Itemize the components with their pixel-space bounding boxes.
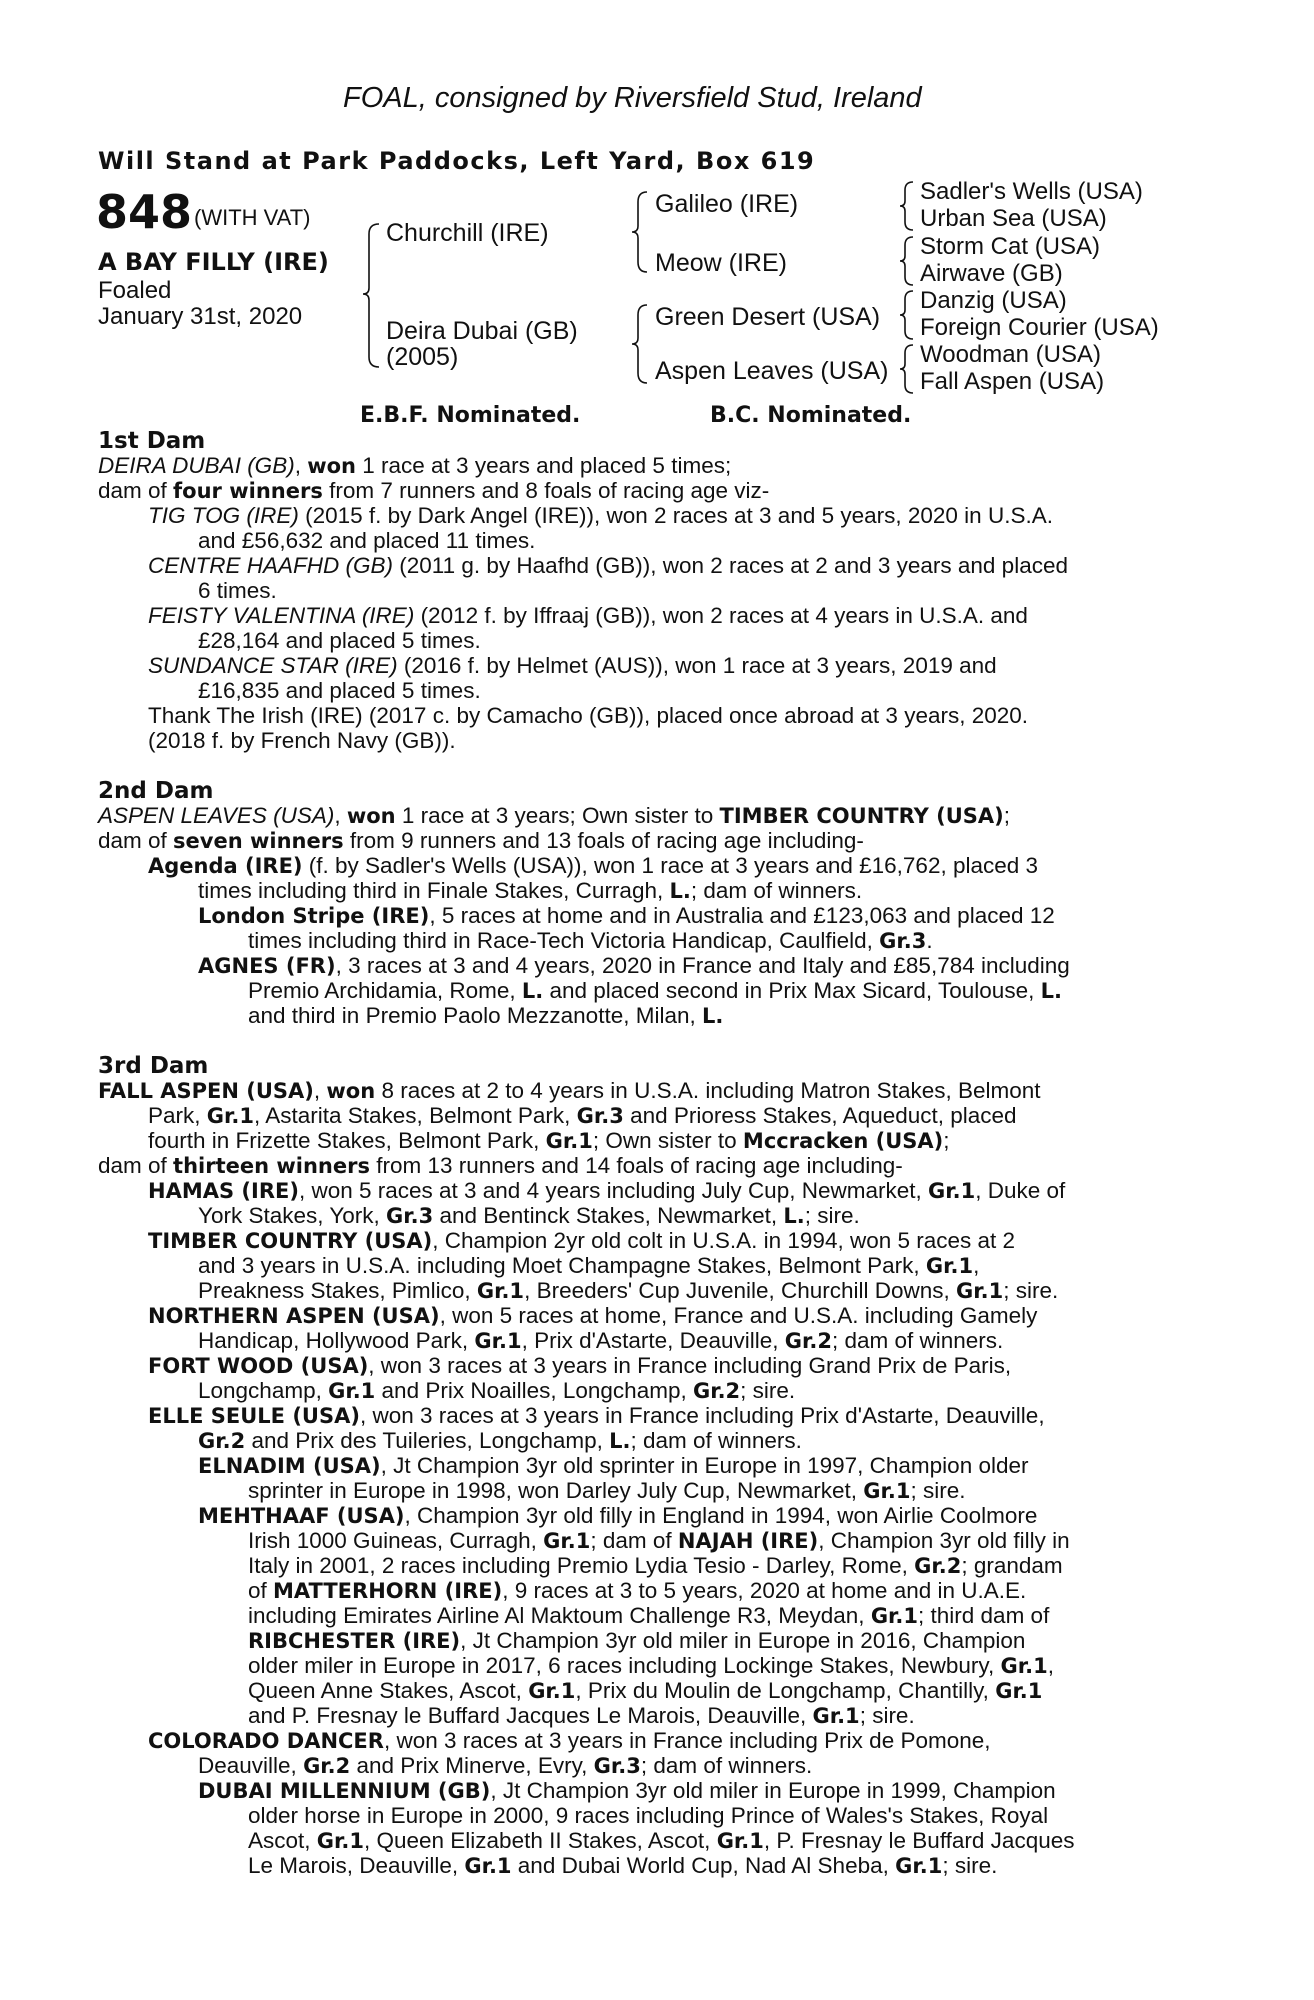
dam-year: (2005) <box>386 343 459 371</box>
text-run: ; sire. <box>740 1378 796 1403</box>
text-run: . <box>926 928 933 953</box>
bold-text: Gr.1 <box>895 1854 943 1878</box>
text-run: Thank The Irish (IRE) (2017 c. by Camacho (GB)), placed once abroad at 3 years, 2020. <box>148 703 1029 728</box>
bold-text: won <box>307 454 356 478</box>
bold-text: TIMBER COUNTRY (USA) <box>719 804 1004 828</box>
text-run: and Prix des Tuileries, Longchamp, <box>245 1428 610 1453</box>
text-run: , Queen Elizabeth II Stakes, Ascot, <box>363 1828 717 1853</box>
pedigree-line <box>248 978 1062 1004</box>
text-run: , won 3 races at 3 years in France including Prix de Pomone, <box>383 1728 991 1753</box>
bold-text: Gr.1 <box>528 1679 576 1703</box>
bold-text: Gr.2 <box>914 1554 962 1578</box>
text-run: from 13 runners and 14 foals of racing age including- <box>369 1153 903 1178</box>
text-run: 1 race at 3 years; Own sister to <box>395 803 720 828</box>
text-run: , 5 races at home and in Australia and £123,063 and placed 12 <box>429 903 1055 928</box>
text-run: £16,835 and placed 5 times. <box>198 678 481 703</box>
bold-text: Gr.1 <box>464 1854 512 1878</box>
text-run: , Duke of <box>975 1178 1066 1203</box>
text-run: , 3 races at 3 and 4 years, 2020 in France and Italy and £85,784 including <box>335 953 1070 978</box>
pedigree-line <box>98 1078 1041 1104</box>
g3-name: Urban Sea (USA) <box>920 205 1107 232</box>
pedigree-brackets <box>0 0 1314 420</box>
lot-number: 848 <box>96 185 193 239</box>
text-run: times including third in Race-Tech Victoria Handicap, Caulfield, <box>248 928 880 953</box>
pedigree-line <box>248 1003 723 1029</box>
sire-sire: Galileo (IRE) <box>655 190 799 218</box>
pedigree-line <box>248 1578 1026 1604</box>
ebf-nominated: E.B.F. Nominated. <box>360 403 581 428</box>
text-run: dam of <box>98 828 174 853</box>
pedigree-line <box>198 628 481 653</box>
pedigree-line <box>248 1828 1075 1854</box>
pedigree-line <box>248 1603 1049 1629</box>
text-run: and Prioress Stakes, Aqueduct, placed <box>623 1103 1017 1128</box>
pedigree-line <box>248 1628 1025 1654</box>
pedigree-line <box>248 1478 966 1504</box>
text-run: , 9 races at 3 to 5 years, 2020 at home and in U.A.E. <box>502 1578 1027 1603</box>
pedigree-line <box>148 1128 950 1154</box>
text-run: 6 times. <box>198 578 277 603</box>
text-run: , <box>973 1253 980 1278</box>
text-run: Irish 1000 Guineas, Curragh, <box>248 1528 544 1553</box>
pedigree-line <box>198 1753 812 1779</box>
bold-text: HAMAS (IRE) <box>148 1179 299 1203</box>
bold-text: L. <box>701 1004 724 1028</box>
pedigree-line <box>148 853 1038 879</box>
bold-text: MEHTHAAF (USA) <box>198 1504 405 1528</box>
text-run: Handicap, Hollywood Park, <box>198 1328 475 1353</box>
pedigree-line <box>198 903 1055 929</box>
text-run: , Jt Champion 3yr old miler in Europe in 1999, Champion <box>490 1778 1056 1803</box>
text-run: Longchamp, <box>198 1378 329 1403</box>
dam-sire: Green Desert (USA) <box>655 303 881 331</box>
bold-text: NAJAH (IRE) <box>677 1529 819 1553</box>
text-run: from 7 runners and 8 foals of racing age viz- <box>322 478 770 503</box>
dam-name: Deira Dubai (GB) <box>386 317 578 345</box>
text-run: ; sire. <box>1003 1278 1059 1303</box>
pedigree-line <box>198 1503 1037 1529</box>
g3-name: Storm Cat (USA) <box>920 233 1101 260</box>
pedigree-line <box>148 553 1068 578</box>
bold-text: Gr.1 <box>956 1279 1004 1303</box>
pedigree-line <box>148 703 1028 728</box>
text-run: , Jt Champion 3yr old miler in Europe in 2016, Champion <box>460 1628 1026 1653</box>
pedigree-line <box>198 878 862 904</box>
pedigree-line <box>198 1453 1029 1479</box>
pedigree-line <box>98 803 1010 829</box>
bold-text: L. <box>1040 979 1062 1003</box>
text-run: , Champion 2yr old colt in U.S.A. in 1994, won 5 races at 2 <box>432 1228 1016 1253</box>
pedigree-line <box>148 1303 1037 1329</box>
text-run: and 3 years in U.S.A. including Moet Champagne Stakes, Belmont Park, <box>198 1253 926 1278</box>
sire-dam: Meow (IRE) <box>655 249 787 277</box>
text-run: including Emirates Airline Al Maktoum Challenge R3, Meydan, <box>248 1603 871 1628</box>
pedigree-line <box>98 1153 903 1179</box>
bold-text: London Stripe (IRE) <box>198 904 430 928</box>
pedigree-line <box>198 1253 979 1279</box>
text-run: and Bentinck Stakes, Newmarket, <box>433 1203 784 1228</box>
text-run: (2015 f. by Dark Angel (IRE)), won 2 races at 3 and 5 years, 2020 in U.S.A. <box>298 503 1053 528</box>
text-run: Preakness Stakes, Pimlico, <box>198 1278 477 1303</box>
text-run: ; dam of winners. <box>640 1753 813 1778</box>
pedigree-line <box>248 1703 915 1729</box>
pedigree-line <box>148 728 456 753</box>
pedigree-line <box>98 453 731 479</box>
g3-name: Danzig (USA) <box>920 287 1067 314</box>
bold-text: Gr.2 <box>784 1329 832 1353</box>
bold-text: Gr.1 <box>870 1604 919 1628</box>
text-run: , Breeders' Cup Juvenile, Churchill Downs, <box>524 1278 957 1303</box>
bold-text: Gr.1 <box>476 1279 525 1303</box>
bold-text: FORT WOOD (USA) <box>148 1354 369 1378</box>
text-run: (2011 g. by Haafhd (GB)), won 2 races at 2 and 3 years and placed <box>393 553 1068 578</box>
text-run: of <box>248 1578 274 1603</box>
pedigree-line <box>198 1378 795 1404</box>
bold-text: Gr.1 <box>328 1379 376 1403</box>
text-run: , <box>313 1078 327 1103</box>
text-run: 1 race at 3 years and placed 5 times; <box>356 453 732 478</box>
bc-nominated: B.C. Nominated. <box>710 403 912 428</box>
text-run: ; Own sister to <box>592 1128 743 1153</box>
bold-text: Gr.1 <box>545 1129 593 1153</box>
italic-text: TIG TOG (IRE) <box>148 503 299 528</box>
pedigree-line <box>248 1528 1070 1554</box>
g3-name: Sadler's Wells (USA) <box>920 178 1143 205</box>
pedigree-line <box>98 478 769 504</box>
text-run: £28,164 and placed 5 times. <box>198 628 481 653</box>
pedigree-line <box>248 928 933 954</box>
bold-text: Gr.3 <box>386 1204 434 1228</box>
third-dam-heading: 3rd Dam <box>98 1053 209 1079</box>
text-run: and placed second in Prix Max Sicard, Toulouse, <box>543 978 1041 1003</box>
text-run: Park, <box>148 1103 207 1128</box>
text-run: Deauville, <box>198 1753 304 1778</box>
text-run: , Jt Champion 3yr old sprinter in Europe in 1997, Champion older <box>380 1453 1029 1478</box>
consignment-title: FOAL, consigned by Riversfield Stud, Ireland <box>343 82 922 114</box>
text-run: (2018 f. by French Navy (GB)). <box>148 728 456 753</box>
text-run: 8 races at 2 to 4 years in U.S.A. including Matron Stakes, Belmont <box>375 1078 1041 1103</box>
bold-text: seven winners <box>173 829 344 853</box>
text-run: ; sire. <box>910 1478 966 1503</box>
text-run: , won 3 races at 3 years in France including Prix d'Astarte, Deauville, <box>359 1403 1045 1428</box>
text-run: ; sire. <box>942 1853 998 1878</box>
bold-text: Gr.1 <box>316 1829 364 1853</box>
text-run: , P. Fresnay le Buffard Jacques <box>763 1828 1075 1853</box>
text-run: (2012 f. by Iffraaj (GB)), won 2 races at 4 years in U.S.A. and <box>414 603 1028 628</box>
text-run: Premio Archidamia, Rome, <box>248 978 522 1003</box>
pedigree-line <box>248 1803 1048 1828</box>
bold-text: Gr.3 <box>879 929 927 953</box>
bold-text: Gr.1 <box>928 1179 976 1203</box>
g3-name: Fall Aspen (USA) <box>920 368 1105 395</box>
pedigree-line <box>198 1203 860 1229</box>
text-run: ; sire. <box>804 1203 860 1228</box>
text-run: , Astarita Stakes, Belmont Park, <box>253 1103 577 1128</box>
italic-text: FEISTY VALENTINA (IRE) <box>148 603 415 628</box>
bold-text: Gr.1 <box>863 1479 911 1503</box>
bold-text: COLORADO DANCER <box>148 1729 384 1753</box>
bold-text: Gr.1 <box>716 1829 764 1853</box>
text-run: older miler in Europe in 2017, 6 races including Lockinge Stakes, Newbury, <box>248 1653 1001 1678</box>
g3-name: Foreign Courier (USA) <box>920 314 1159 341</box>
pedigree-line <box>148 603 1028 628</box>
text-run: Queen Anne Stakes, Ascot, <box>248 1678 529 1703</box>
text-run: (f. by Sadler's Wells (USA)), won 1 race at 3 years and £16,762, placed 3 <box>302 853 1039 878</box>
g3-name: Airwave (GB) <box>920 260 1063 287</box>
text-run: ; dam of winners. <box>831 1328 1004 1353</box>
text-run: , Champion 3yr old filly in <box>818 1528 1070 1553</box>
text-run: ; dam of <box>590 1528 678 1553</box>
pedigree-line <box>148 1728 991 1754</box>
pedigree-line <box>148 1403 1045 1429</box>
pedigree-line <box>198 1428 802 1454</box>
text-run: older horse in Europe in 2000, 9 races including Prince of Wales's Stakes, Royal <box>248 1803 1049 1828</box>
bold-text: L. <box>609 1429 631 1453</box>
text-run: , <box>294 453 308 478</box>
pedigree-line <box>198 678 481 703</box>
bold-text: Gr.2 <box>692 1379 741 1403</box>
text-run: and P. Fresnay le Buffard Jacques Le Marois, Deauville, <box>248 1703 813 1728</box>
text-run: sprinter in Europe in 1998, won Darley July Cup, Newmarket, <box>248 1478 864 1503</box>
bold-text: thirteen winners <box>173 1154 370 1178</box>
pedigree-line <box>248 1553 1063 1579</box>
second-dam-heading: 2nd Dam <box>98 778 214 804</box>
bold-text: DUBAI MILLENNIUM (GB) <box>198 1779 491 1803</box>
pedigree-line <box>198 953 1070 979</box>
bold-text: L. <box>669 879 691 903</box>
bold-text: L. <box>521 979 544 1003</box>
text-run: , Champion 3yr old filly in England in 1994, won Airlie Coolmore <box>404 1503 1038 1528</box>
text-run: York Stakes, York, <box>198 1203 387 1228</box>
pedigree-line <box>248 1678 1042 1704</box>
bold-text: Gr.3 <box>576 1104 624 1128</box>
g3-name: Woodman (USA) <box>920 341 1101 368</box>
text-run: and £56,632 and placed 11 times. <box>198 528 536 553</box>
pedigree-line <box>148 1178 1065 1204</box>
text-run: and Prix Noailles, Longchamp, <box>375 1378 693 1403</box>
text-run: , won 5 races at home, France and U.S.A. including Gamely <box>439 1303 1038 1328</box>
text-run: ; <box>943 1128 950 1153</box>
pedigree-line <box>198 1778 1056 1804</box>
text-run: , won 3 races at 3 years in France including Grand Prix de Paris, <box>368 1353 1012 1378</box>
italic-text: DEIRA DUBAI (GB) <box>98 453 295 478</box>
foaled-label: Foaled <box>98 277 172 304</box>
text-run: ; dam of winners. <box>630 1428 802 1453</box>
text-run: Le Marois, Deauville, <box>248 1853 465 1878</box>
text-run: , <box>1047 1653 1054 1678</box>
bold-text: ELLE SEULE (USA) <box>148 1404 360 1428</box>
text-run: (2016 f. by Helmet (AUS)), won 1 race at 3 years, 2019 and <box>397 653 997 678</box>
pedigree-line <box>148 1103 1017 1129</box>
bold-text: Agenda (IRE) <box>148 854 303 878</box>
sex-colour: A BAY FILLY (IRE) <box>98 248 329 276</box>
text-run: ; third dam of <box>918 1603 1050 1628</box>
text-run: ; grandam <box>961 1553 1063 1578</box>
vat-label: (WITH VAT) <box>194 205 311 230</box>
first-dam-heading: 1st Dam <box>98 428 206 454</box>
pedigree-line <box>198 1278 1058 1304</box>
text-run: , <box>334 803 347 828</box>
text-run: ; sire. <box>859 1703 915 1728</box>
foaled-date: January 31st, 2020 <box>98 303 303 330</box>
text-run: and third in Premio Paolo Mezzanotte, Milan, <box>248 1003 702 1028</box>
bold-text: Gr.1 <box>1000 1654 1048 1678</box>
pedigree-line <box>198 1328 1003 1354</box>
pedigree-line <box>248 1853 997 1879</box>
text-run: dam of <box>98 1153 174 1178</box>
bold-text: Gr.2 <box>198 1429 246 1453</box>
stand-location: Will Stand at Park Paddocks, Left Yard, Box 619 <box>98 147 816 175</box>
bold-text: ELNADIM (USA) <box>198 1454 381 1478</box>
pedigree-line <box>248 1653 1054 1679</box>
text-run: and Dubai World Cup, Nad Al Sheba, <box>511 1853 896 1878</box>
text-run: Ascot, <box>248 1828 317 1853</box>
bold-text: Gr.1 <box>812 1704 860 1728</box>
text-run: , Prix d'Astarte, Deauville, <box>521 1328 785 1353</box>
bold-text: Gr.1 <box>543 1529 591 1553</box>
sire-name: Churchill (IRE) <box>386 219 549 247</box>
text-run: ; <box>1003 803 1011 828</box>
bold-text: four winners <box>173 479 323 503</box>
text-run: , Prix du Moulin de Longchamp, Chantilly, <box>575 1678 996 1703</box>
text-run: times including third in Finale Stakes, Curragh, <box>198 878 670 903</box>
text-run: Italy in 2001, 2 races including Premio Lydia Tesio - Darley, Rome, <box>248 1553 915 1578</box>
pedigree-line <box>198 528 535 553</box>
bold-text: won <box>326 1079 376 1103</box>
text-run: from 9 runners and 13 foals of racing age including- <box>343 828 864 853</box>
bold-text: AGNES (FR) <box>198 954 336 978</box>
pedigree-line <box>148 1228 1015 1254</box>
text-run: ; dam of winners. <box>690 878 863 903</box>
italic-text: SUNDANCE STAR (IRE) <box>148 653 398 678</box>
pedigree-line <box>148 1353 1011 1379</box>
bold-text: NORTHERN ASPEN (USA) <box>148 1304 440 1328</box>
text-run: and Prix Minerve, Evry, <box>350 1753 594 1778</box>
bold-text: TIMBER COUNTRY (USA) <box>148 1229 433 1253</box>
bold-text: Gr.1 <box>925 1254 974 1278</box>
bold-text: Gr.3 <box>593 1754 641 1778</box>
bold-text: Gr.2 <box>303 1754 351 1778</box>
pedigree-line <box>148 503 1053 528</box>
pedigree-line <box>98 828 864 854</box>
bold-text: Gr.1 <box>474 1329 522 1353</box>
bold-text: MATTERHORN (IRE) <box>273 1579 503 1603</box>
text-run: , won 5 races at 3 and 4 years including July Cup, Newmarket, <box>298 1178 928 1203</box>
text-run: fourth in Frizette Stakes, Belmont Park, <box>148 1128 546 1153</box>
bold-text: Gr.1 <box>995 1679 1043 1703</box>
bold-text: RIBCHESTER (IRE) <box>248 1629 461 1653</box>
bold-text: won <box>346 804 396 828</box>
bold-text: L. <box>783 1204 805 1228</box>
bold-text: FALL ASPEN (USA) <box>98 1079 314 1103</box>
italic-text: CENTRE HAAFHD (GB) <box>148 553 394 578</box>
bold-text: Mccracken (USA) <box>742 1129 944 1153</box>
bold-text: Gr.1 <box>206 1104 254 1128</box>
text-run: dam of <box>98 478 174 503</box>
italic-text: ASPEN LEAVES (USA) <box>98 803 335 828</box>
pedigree-line <box>198 578 277 603</box>
pedigree-line <box>148 653 997 678</box>
dam-dam: Aspen Leaves (USA) <box>655 357 889 385</box>
